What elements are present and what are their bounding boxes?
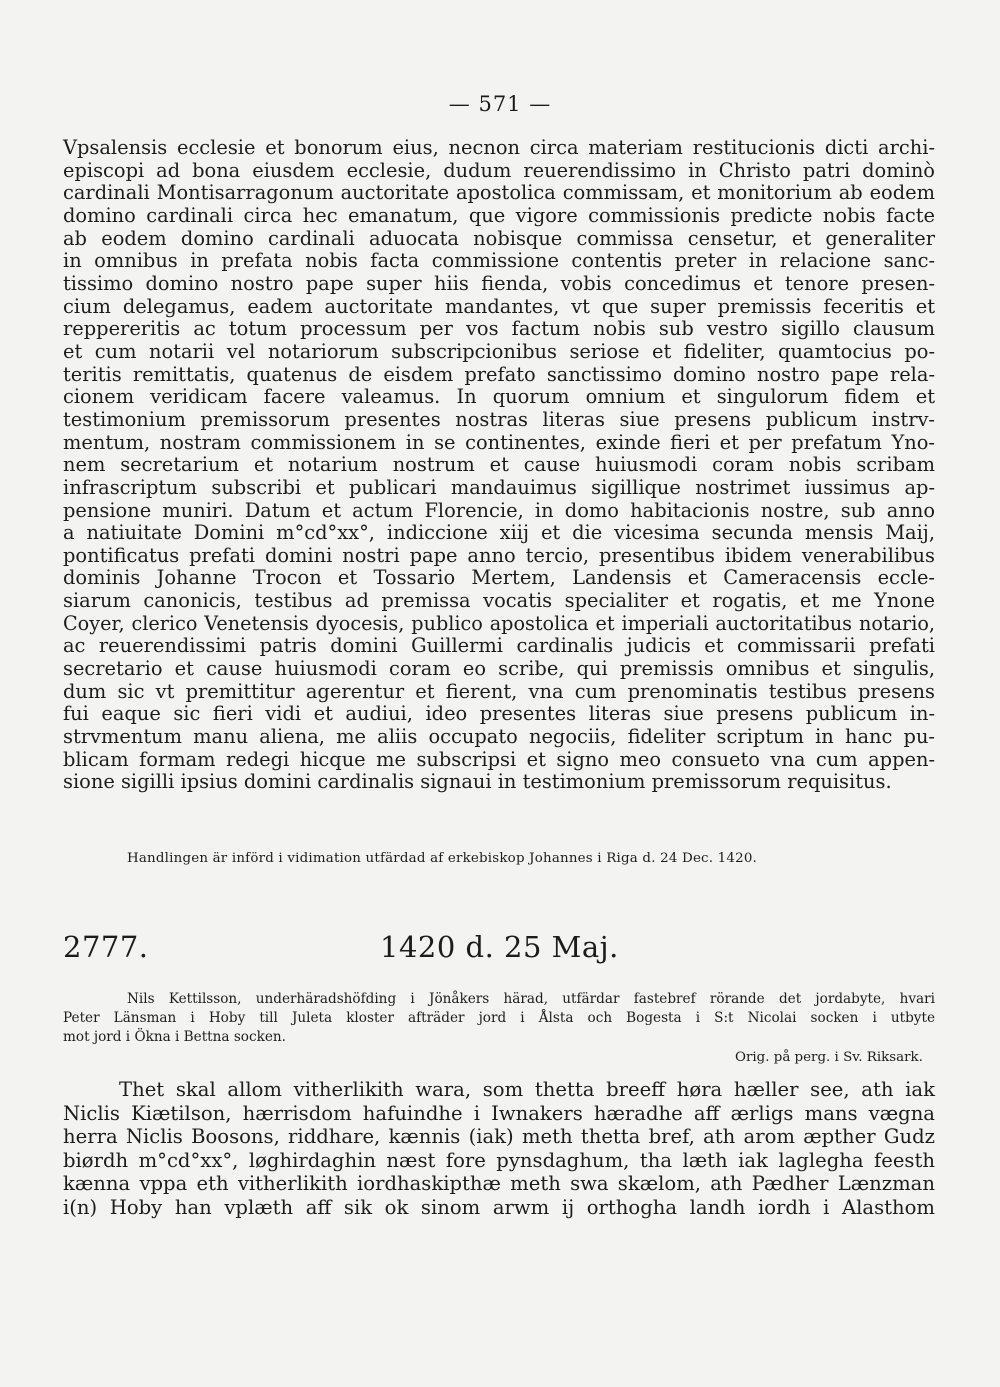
text-line: dum sic vt premittitur agerentur et fierent, vna cum prenominatis testibus presens [63, 679, 935, 703]
summary-line: mot jord i Ökna i Bettna socken. [63, 1029, 286, 1045]
text-line: strvmentum manu aliena, me aliis occupato negociis, fideliter scriptum in hanc pu- [63, 725, 935, 749]
text-line: cium delegamus, eadem auctoritate mandantes, vt que super premissis feceritis et [63, 294, 935, 318]
summary-line: Peter Länsman i Hoby till Juleta kloster afträder jord i Ålsta och Bogesta i S:t Nicolai socken i utbyte [63, 1010, 935, 1026]
text-line: secretario et cause huiusmodi coram eo scribe, qui premissis omnibus et singulis, [63, 657, 935, 681]
original-line: Thet skal allom vitherlikith wara, som thetta breeff høra hæller see, ath iak [119, 1078, 935, 1101]
text-line: ac reuerendissimi patris domini Guillermi cardinalis judicis et commissarii prefati [63, 634, 935, 658]
text-line: cionem veridicam facere valeamus. In quorum omnium et singulorum fidem et [63, 385, 935, 409]
text-line: in omnibus in prefata nobis facta commissione contentis preter in relacione sanc- [63, 249, 935, 273]
original-text [63, 1078, 935, 1219]
text-line: dominis Johanne Trocon et Tossario Mertem, Landensis et Cameracensis eccle- [63, 566, 935, 590]
text-line: sione sigilli ipsius domini cardinalis signaui in testimonium premissorum requisitus. [63, 770, 892, 794]
text-line: pensione muniri. Datum et actum Florencie, in domo habitacionis nostre, sub anno [63, 498, 935, 522]
text-line: pontificatus prefati domini nostri pape anno tercio, presentibus ibidem venerabilibus [63, 543, 935, 567]
main-text [63, 137, 935, 794]
text-line: mentum, nostram commissionem in se continentes, exinde fieri et per prefatum Yno- [63, 430, 935, 454]
original-line: i(n) Hoby han vplæth aff sik ok sinom arwm ij orthogha landh iordh i Alasthom [63, 1195, 935, 1219]
source-reference: Orig. på perg. i Sv. Riksark. [735, 1050, 923, 1065]
text-line: domino cardinali circa hec emanatum, que vigore commissionis predicte nobis facte [63, 203, 935, 227]
page-number: — 571 — [448, 92, 552, 116]
summary-line: Nils Kettilsson, underhäradshöfding i Jönåkers härad, utfärdar fastebref rörande det jordabyte, hvari [127, 991, 935, 1007]
text-line: fui eaque sic fieri vidi et audiui, ideo presentes literas siue presens publicum in- [63, 702, 935, 726]
original-line: biørdh m°cd°xx°, løghirdaghin næst fore pynsdaghum, tha læth iak laglegha feesth [63, 1148, 935, 1172]
text-line: et cum notarii vel notariorum subscripcionibus seriose et fideliter, quamtocius po- [63, 339, 935, 363]
text-line: cardinali Montisarragonum auctoritate apostolica commissam, et monitorium ab eodem [63, 181, 935, 205]
text-line: siarum canonicis, testibus ad premissa vocatis specialiter et rogatis, et me Ynone [63, 589, 935, 613]
text-line: Coyer, clerico Venetensis dyocesis, publico apostolica et imperiali auctoritatibus notario, [63, 611, 935, 635]
text-line: blicam formam redegi hicque me subscripsi et signo meo consueto vna cum appen- [63, 747, 935, 771]
text-line: Vpsalensis ecclesie et bonorum eius, necnon circa materiam restitucionis dicti archi- [63, 136, 935, 159]
entry-date: 1420 d. 25 Maj. [380, 930, 619, 964]
document-note: Handlingen är införd i vidimation utfärdad af erkebiskop Johannes i Riga d. 24 Dec. 1420. [127, 851, 758, 866]
text-line: testimonium premissorum presentes nostras literas siue presens publicum instrv- [63, 407, 935, 431]
entry-number: 2777. [63, 930, 149, 964]
text-line: a natiuitate Domini m°cd°xx°, indiccione xiij et die vicesima secunda mensis Maij, [63, 521, 935, 545]
text-line: teritis remittatis, quatenus de eisdem prefato sanctissimo domino nostro pape rela- [63, 362, 935, 386]
text-line: tissimo domino nostro pape super hiis fienda, vobis concedimus et tenore presen- [63, 271, 935, 295]
text-line: episcopi ad bona eiusdem ecclesie, dudum reuerendissimo in Christo patri dominò [63, 158, 935, 182]
text-line: ab eodem domino cardinali aduocata nobisque commissa censetur, et generaliter [63, 226, 935, 250]
text-line: infrascriptum subscribi et publicari mandauimus sigillique nostrimet iussimus ap- [63, 475, 935, 499]
text-line: nem secretarium et notarium nostrum et cause huiusmodi coram nobis scribam [63, 453, 935, 477]
original-line: kænna vppa eth vitherlikith iordhaskipthæ meth swa skælom, ath Pædher Lænzman [63, 1172, 935, 1195]
original-line: herra Niclis Boosons, riddhare, kænnis (iak) meth thetta bref, ath arom æpther Gudz [63, 1125, 935, 1148]
text-line: reppereritis ac totum processum per vos factum nobis sub vestro sigillo clausum [63, 317, 935, 341]
entry-summary [63, 990, 935, 1047]
original-line: Niclis Kiætilson, hærrisdom hafuindhe i Iwnakers hæradhe aff ærligs mans vægna [63, 1101, 935, 1125]
